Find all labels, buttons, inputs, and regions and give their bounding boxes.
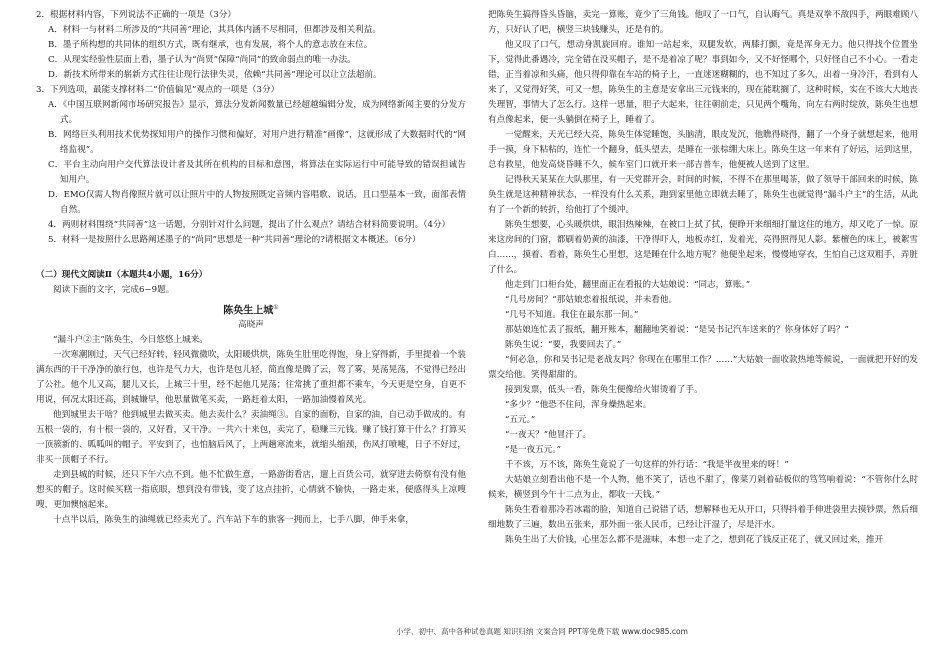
story-paragraph: 走到县城的时候，还只下午六点不到。他不忙做生意，一路游街看店，遛上百货公司，就穿进去倚察有没有他想买的帽子。这时候买糕一指底眼，想到没有带钱，变了这点挂折，心情就不愉快，一路走来，便感得头上凉嗖嗖，更加懊恼起来。 <box>36 470 466 511</box>
story-title <box>36 300 466 318</box>
story-paragraph: 把陈奂生搞得昏头昏脑，卖完一算账，竟少了三角钱。他叹了一口气，自认晦气。真是双拳不敌四手，两眼难顾八方，只好认了吧，横竖三块钱赚头，还是有的。 <box>488 10 918 35</box>
story-author: 高晓声 <box>238 320 264 331</box>
story-paragraph: 陈奂生想要，心头暖烘烘，眼泪热辣辣，在被口上拭了拭，便睁开来细细打量这住的地方，却又吃了一惊。原来这房间的门窗，都刷着奶黄的油漆，干净得吓人，地板赤红，发着光，亮得照得见人影。紫檀色的床上，被絮雪白……，摸着、看着，陈奂生心里想，这是睡在什么地方呢？他便坐起来，慢慢地穿衣，生怕自己这双粗手，弄脏了什么。 <box>488 220 918 275</box>
story-title-note: ① <box>273 304 279 311</box>
question-2: 2．根据材料内容，下列说法不正确的一项是（3分） <box>36 10 236 20</box>
story-title-text: 陈奂生上城 <box>223 305 274 317</box>
story-paragraph: “一夜天？”他冒汗了。 <box>505 430 592 440</box>
right-column <box>488 8 918 548</box>
story-paragraph: “几号不知道。我住在最东那一间。” <box>505 310 639 320</box>
question-2-option-c: C．从现实经验性层面上看，墨子认为“尚贤”保障“尚同”的致命弱点的唯一办法。 <box>48 55 356 65</box>
story-paragraph: “漏斗户②主”陈奂生，今日悠悠上城来。 <box>53 335 208 346</box>
left-column <box>36 8 466 528</box>
question-2-option-d: D．新技术所带来的崭新方式往往让现行法律失灵，依赖“共同善”理论可以让立法超前。 <box>48 70 382 80</box>
story-paragraph: 陈奂生说：“要，我要回去了。” <box>505 340 622 350</box>
question-3-option-c: C．平台主动向用户交代算法设计者及其所在机构的目标和意图，将算法在实际运行中可能导致的错误担诚告知用户。 <box>48 160 466 185</box>
story-paragraph: 大姑娘立刻看出他不是一个人物，他不笑了，话也不甜了，像菜刀剁着砧板似的笃笃响着说：“不管你什么时候来，横竖到今午十二点为止，都收一天钱。” <box>488 475 918 500</box>
story-paragraph: 千不该，万不该，陈奂生竟说了一句这样的外行话：“我是半夜里来的呀！” <box>505 460 789 470</box>
story-paragraph: 陈奂生看着那冷若冰霜的脸，知道自己说错了话，想解释也无从开口，只得抖着手伸进袋里去摸钞票，然后细细地数了三遍，数出五张来，那外面一张人民币，已经让汗湿了，尽是汗水。 <box>488 505 918 530</box>
story-paragraph: 他走到门口柜台处，翻里面正在看报的大姑娘说：“同志，算账。” <box>505 280 751 290</box>
story-paragraph: 十点半以后，陈奂生的油绳就已经卖光了。汽车站下车的旅客一拥而上，七手八脚，伸手来拿， <box>53 515 414 526</box>
story-paragraph: “是一夜五元。” <box>505 445 562 455</box>
story-paragraph: “多少？”他恐不住问，浑身燥热起来。 <box>505 400 652 410</box>
question-3-option-d: D．EMO仅需人物肖像照片就可以让照片中的人物按照既定音频内容唱歌、说话，且口型基本一致，面部表情自然。 <box>48 190 466 215</box>
story-paragraph: 那姑娘连忙丢了报纸，翻开账本，翻翻地笑着说：“是吴书记汽车送来的？你身体好了吗？” <box>505 325 849 335</box>
story-paragraph: 陈奂生出了大价钱，心里怎么都不是滋味，本想一走了之，想到花了钱反正花了，就又回过来，推开 <box>505 535 884 545</box>
question-3: 3．下列选项，最能支撑材料二“价值偏见”观点的一项是（3分） <box>36 85 280 95</box>
story-paragraph: 接到发票，低头一看，陈奂生便像给火钳烫着了手。 <box>505 385 703 395</box>
story-paragraph: 一次寒潮刚过，天气已经好转，轻风微微吹，太阳暖烘烘，陈奂生肚里吃得饱，身上穿得新，手里提着一个装满东西的干干净净的旅行包，也许是气力大，也许是包儿轻，简直像是腾了云，驾了雾，晃荡晃荡，不觉得已经出了公社。他个儿又高，腿儿又长，上城三十里，经不起他几晃荡；往常挑了重担都不乘车，今天更是空身，自更不用说，何况太阳还高，到城嫌早，他思量做笔买卖，一路赶着太阳，一路加油慢着风光。 <box>36 350 466 406</box>
page-footer: 小学、初中、高中各种试卷真题 知识归纳 文案合同 PPT等免费下载 www.doc985.com <box>396 627 688 636</box>
section-heading: （二）现代文阅读Ⅱ（本题共4小题，16分） <box>36 270 208 280</box>
story-paragraph: 他到城里去干啥？他到城里去做买卖。他去卖什么？卖油绳③。自家的面粉，自家的油，自已动手做成的。有五根一袋的，有十根一袋的，又好看，又干净。一共六十来包，卖完了，稳赚三元钱。赚了钱打算干什么？打算买一顶簇新的、呱呱叫的帽子。平安到了，也怕脑后风了，上两趟寒流来，就缩头缩颈，伤风打喷嚏，日子不好过，非买一顶帽子不行。 <box>36 410 466 466</box>
question-4: 4．两则材料围绕“共同善”这一话题，分别针对什么问题，提出了什么观点？请结合材料简要说明。（4分） <box>48 220 451 230</box>
question-2-option-a: A．材料一与材料二所涉及的“共同善”理论，其具体内涵不尽相同，但都涉及相关利益。 <box>48 25 381 35</box>
story-paragraph: “五元。” <box>505 415 536 425</box>
story-paragraph: “何必急，你和吴书记是老战友吗？你现在在哪里工作？……”大姑娘一面收款热地等候说，一面就把开好的发票交给他。笑得甜甜的。 <box>488 355 918 380</box>
story-paragraph: 记得秋天某某在大队那里，有一天党群开会，时间的时候，不得不在那里喝茶，做了领导干部回来的时候，陈奂生就是这种精神状态，一样没有什么关系，跑到家里他立即就去睡了，陈奂生也就觉得“漏斗户主”的生活，从此有了一个新的转折，给他打了个缓冲。 <box>488 175 918 215</box>
question-3-option-b: B．网络巨头利用技术优势探知用户的操作习惯和偏好，对用户进行精准“画像”，这就形成了大数据时代的“网络监视”。 <box>48 130 466 155</box>
question-3-option-a: A．《中国互联网新闻市场研究报告》显示，算法分发新闻数量已经超越编辑分发，成为网络新闻主要的分发方式。 <box>48 100 466 125</box>
question-2-option-b: B．墨子所构想的共同体的组织方式，既有继承，也有发展，将个人的意志放在末位。 <box>48 40 373 50</box>
story-paragraph: 他又叹了口气，想动身凯旋回府。谁知一站起来，双腿发软，两膝打颤，竟是浑身无力。他只得找个位置坐下，觉得此番遇冷，完全错在没买帽子，是不是着凉了呢？事到如今，又不好怪哪个，只好怪自己不小心。一看走错，正当着凉和头痛，他只得仰靠在车站的椅子上，一直迷迷糊糊的，也不知过了多久，出着一身冷汗，看到有人来了，又觉得好笑，可又一想，陈奂生的主意是安拿出三元钱来的，现在能耽搁了，这种时候，实在不该大大地丧失理智，事情大了怎么行。这样一思量，胆子大起来，往往朝前走，只见两个嘴角，向左右两时绽放，陈奂生也想有点像起来，便一头躺倒在椅子上，睡着了。 <box>488 40 918 125</box>
instruction: 阅读下面的文字，完成6~9题。 <box>53 285 175 295</box>
story-paragraph: “几号房间？”那姑娘恋着报纸说，并未看他。 <box>505 295 678 305</box>
story-paragraph: 一觉醒来，天光已经大亮，陈奂生体觉睡饱，头脑清，眼皮发沉，他瞧得晓得，翻了一个身子就想起来，他用手一摸，身下粘粘的，连忙一个翻身，低头望去，是睡在一张棕绷大床上。陈奂生这一年来有了好运，运到这里，总有救星，他发高烧昏睡不久，候车室门口就开来一部吉普车，他便被人送到了这里。 <box>488 130 918 170</box>
question-5: 5．材料一是按照什么思路阐述墨子的“尚同”思想是一种“共同善”理论的?请根据文本概述。（6分） <box>48 235 421 245</box>
